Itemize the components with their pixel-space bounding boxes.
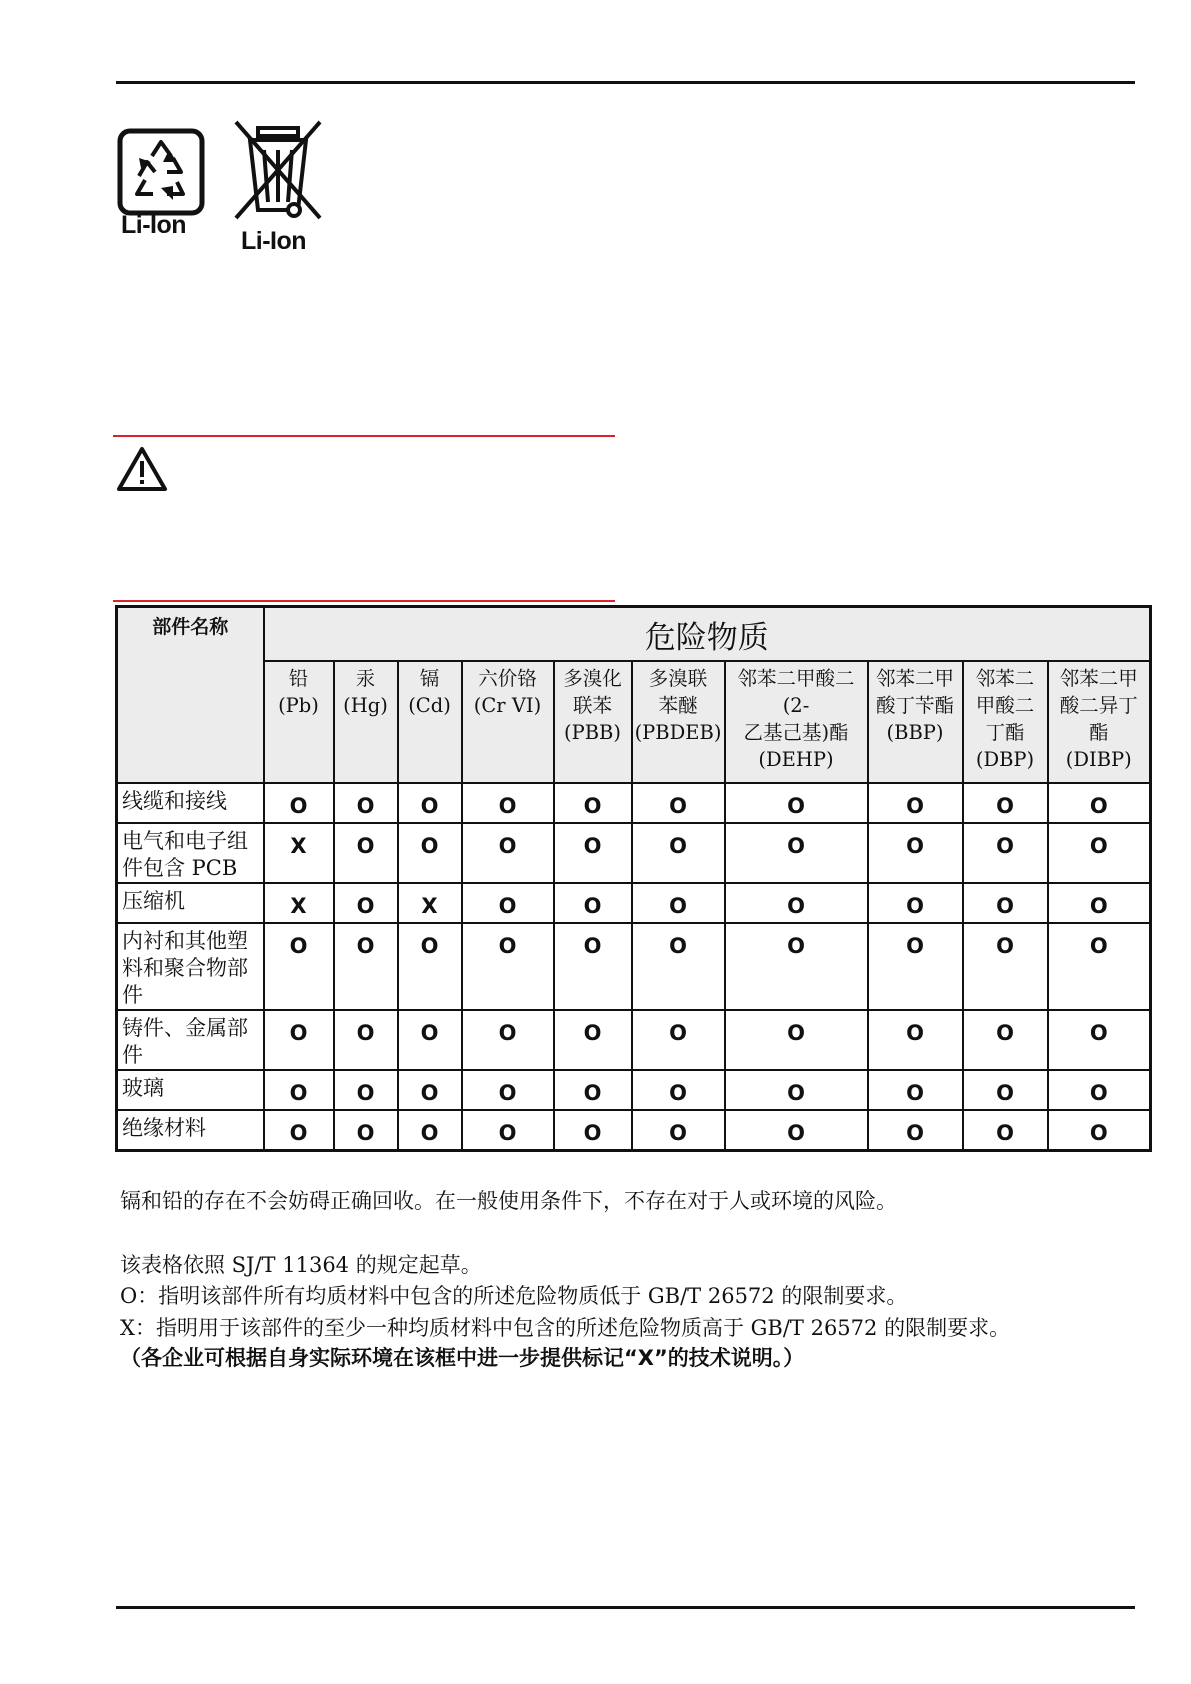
- substance-mark-cell: O: [868, 883, 963, 923]
- substance-mark-cell: X: [264, 883, 334, 923]
- substance-mark-cell: O: [725, 823, 868, 883]
- substance-mark-cell: O: [264, 1010, 334, 1070]
- bin-label: Li-Ion: [241, 227, 307, 255]
- substance-mark-cell: O: [632, 1010, 725, 1070]
- substance-mark-cell: O: [963, 783, 1048, 823]
- table-row: [117, 923, 1151, 1010]
- part-name-cell: 电气和电子组件包含 PCB: [117, 823, 264, 883]
- substance-mark-cell: O: [462, 1070, 554, 1110]
- part-name-header: 部件名称: [117, 607, 264, 784]
- substance-mark-cell: O: [1048, 923, 1151, 1010]
- part-name-cell: 压缩机: [117, 883, 264, 923]
- substance-mark-cell: O: [1048, 1110, 1151, 1150]
- substance-column-header: 邻苯二 甲酸二 丁酯 (DBP): [963, 661, 1048, 783]
- warning-icon: [116, 446, 168, 492]
- substance-mark-cell: O: [868, 1010, 963, 1070]
- substance-mark-cell: X: [398, 883, 462, 923]
- red-divider: [113, 600, 615, 602]
- substance-mark-cell: O: [725, 783, 868, 823]
- substance-mark-cell: O: [725, 883, 868, 923]
- substance-mark-cell: O: [725, 1110, 868, 1150]
- substance-mark-cell: O: [462, 823, 554, 883]
- substance-mark-cell: O: [963, 823, 1048, 883]
- hazardous-substances-table: [115, 605, 1152, 1152]
- substance-mark-cell: O: [462, 883, 554, 923]
- substance-mark-cell: O: [398, 923, 462, 1010]
- substance-column-header: 铅 (Pb): [264, 661, 334, 783]
- substance-mark-cell: O: [554, 923, 632, 1010]
- substance-mark-cell: O: [462, 783, 554, 823]
- part-name-cell: 玻璃: [117, 1070, 264, 1110]
- substance-mark-cell: O: [554, 883, 632, 923]
- substance-mark-cell: O: [554, 783, 632, 823]
- substance-mark-cell: O: [334, 783, 398, 823]
- substance-mark-cell: O: [462, 1010, 554, 1070]
- substance-mark-cell: O: [1048, 783, 1151, 823]
- red-divider: [113, 435, 615, 437]
- substance-column-header: 六价铬 (Cr VI): [462, 661, 554, 783]
- substance-mark-cell: O: [462, 1110, 554, 1150]
- substance-mark-cell: O: [334, 1070, 398, 1110]
- substance-mark-cell: O: [264, 1070, 334, 1110]
- substance-column-header: 邻苯二甲 酸二异丁 酯 (DIBP): [1048, 661, 1151, 783]
- table-row: [117, 1110, 1151, 1150]
- standard-note: 该表格依照 SJ/T 11364 的规定起草。: [120, 1253, 482, 1277]
- substance-mark-cell: O: [868, 923, 963, 1010]
- table-row: [117, 1010, 1151, 1070]
- substance-mark-cell: O: [963, 1010, 1048, 1070]
- substance-mark-cell: O: [398, 783, 462, 823]
- substance-mark-cell: O: [334, 1010, 398, 1070]
- substance-mark-cell: O: [725, 1010, 868, 1070]
- substance-mark-cell: O: [1048, 823, 1151, 883]
- substance-mark-cell: O: [1048, 883, 1151, 923]
- substance-mark-cell: O: [725, 923, 868, 1010]
- recycling-note: 镉和铅的存在不会妨碍正确回收。在一般使用条件下，不存在对于人或环境的风险。: [120, 1189, 897, 1213]
- substance-mark-cell: O: [554, 1010, 632, 1070]
- substance-mark-cell: O: [554, 823, 632, 883]
- substance-column-header: 多溴联 苯醚 (PBDEB): [632, 661, 725, 783]
- substance-column-header: 镉 (Cd): [398, 661, 462, 783]
- substance-mark-cell: O: [632, 1070, 725, 1110]
- substance-mark-cell: O: [554, 1110, 632, 1150]
- technical-note: （各企业可根据自身实际环境在该框中进一步提供标记“X”的技术说明。）: [120, 1346, 805, 1370]
- table-row: [117, 783, 1151, 823]
- substance-mark-cell: O: [554, 1070, 632, 1110]
- bottom-rule: [116, 1606, 1135, 1609]
- substance-column-header: 多溴化 联苯 (PBB): [554, 661, 632, 783]
- substance-mark-cell: O: [398, 1110, 462, 1150]
- substance-mark-cell: O: [632, 883, 725, 923]
- substance-mark-cell: O: [963, 923, 1048, 1010]
- substance-mark-cell: O: [868, 783, 963, 823]
- substance-mark-cell: X: [264, 823, 334, 883]
- substance-mark-cell: O: [462, 923, 554, 1010]
- table-row: [117, 883, 1151, 923]
- substance-column-header: 邻苯二甲 酸丁苄酯 (BBP): [868, 661, 963, 783]
- substance-mark-cell: O: [398, 823, 462, 883]
- substance-mark-cell: O: [264, 783, 334, 823]
- substance-mark-cell: O: [398, 1070, 462, 1110]
- substance-mark-cell: O: [632, 923, 725, 1010]
- substance-mark-cell: O: [334, 923, 398, 1010]
- substance-mark-cell: O: [963, 1110, 1048, 1150]
- substance-mark-cell: O: [632, 823, 725, 883]
- substance-mark-cell: O: [334, 1110, 398, 1150]
- recycle-label: Li-Ion: [121, 211, 187, 239]
- substance-mark-cell: O: [963, 883, 1048, 923]
- substance-mark-cell: O: [264, 1110, 334, 1150]
- substance-column-header: 汞 (Hg): [334, 661, 398, 783]
- substance-mark-cell: O: [632, 1110, 725, 1150]
- o-mark-note: O：指明该部件所有均质材料中包含的所述危险物质低于 GB/T 26572 的限制要求。: [120, 1284, 908, 1308]
- table-row: [117, 1070, 1151, 1110]
- substance-mark-cell: O: [868, 1070, 963, 1110]
- table-row: [117, 823, 1151, 883]
- substance-mark-cell: O: [868, 823, 963, 883]
- substance-mark-cell: O: [334, 883, 398, 923]
- part-name-cell: 线缆和接线: [117, 783, 264, 823]
- part-name-cell: 铸件、金属部件: [117, 1010, 264, 1070]
- substance-mark-cell: O: [1048, 1010, 1151, 1070]
- part-name-cell: 内衬和其他塑料和聚合物部件: [117, 923, 264, 1010]
- substance-column-header: 邻苯二甲酸二 (2- 乙基己基)酯 (DEHP): [725, 661, 868, 783]
- substance-mark-cell: O: [1048, 1070, 1151, 1110]
- substance-mark-cell: O: [334, 823, 398, 883]
- part-name-cell: 绝缘材料: [117, 1110, 264, 1150]
- substance-mark-cell: O: [398, 1010, 462, 1070]
- substance-mark-cell: O: [963, 1070, 1048, 1110]
- substance-mark-cell: O: [632, 783, 725, 823]
- x-mark-note: X：指明用于该部件的至少一种均质材料中包含的所述危险物质高于 GB/T 26572 的限制要求。: [120, 1316, 1011, 1340]
- top-rule: [116, 81, 1135, 84]
- substance-mark-cell: O: [868, 1110, 963, 1150]
- substance-mark-cell: O: [264, 923, 334, 1010]
- hazardous-substances-header: 危险物质: [264, 607, 1151, 662]
- substance-mark-cell: O: [725, 1070, 868, 1110]
